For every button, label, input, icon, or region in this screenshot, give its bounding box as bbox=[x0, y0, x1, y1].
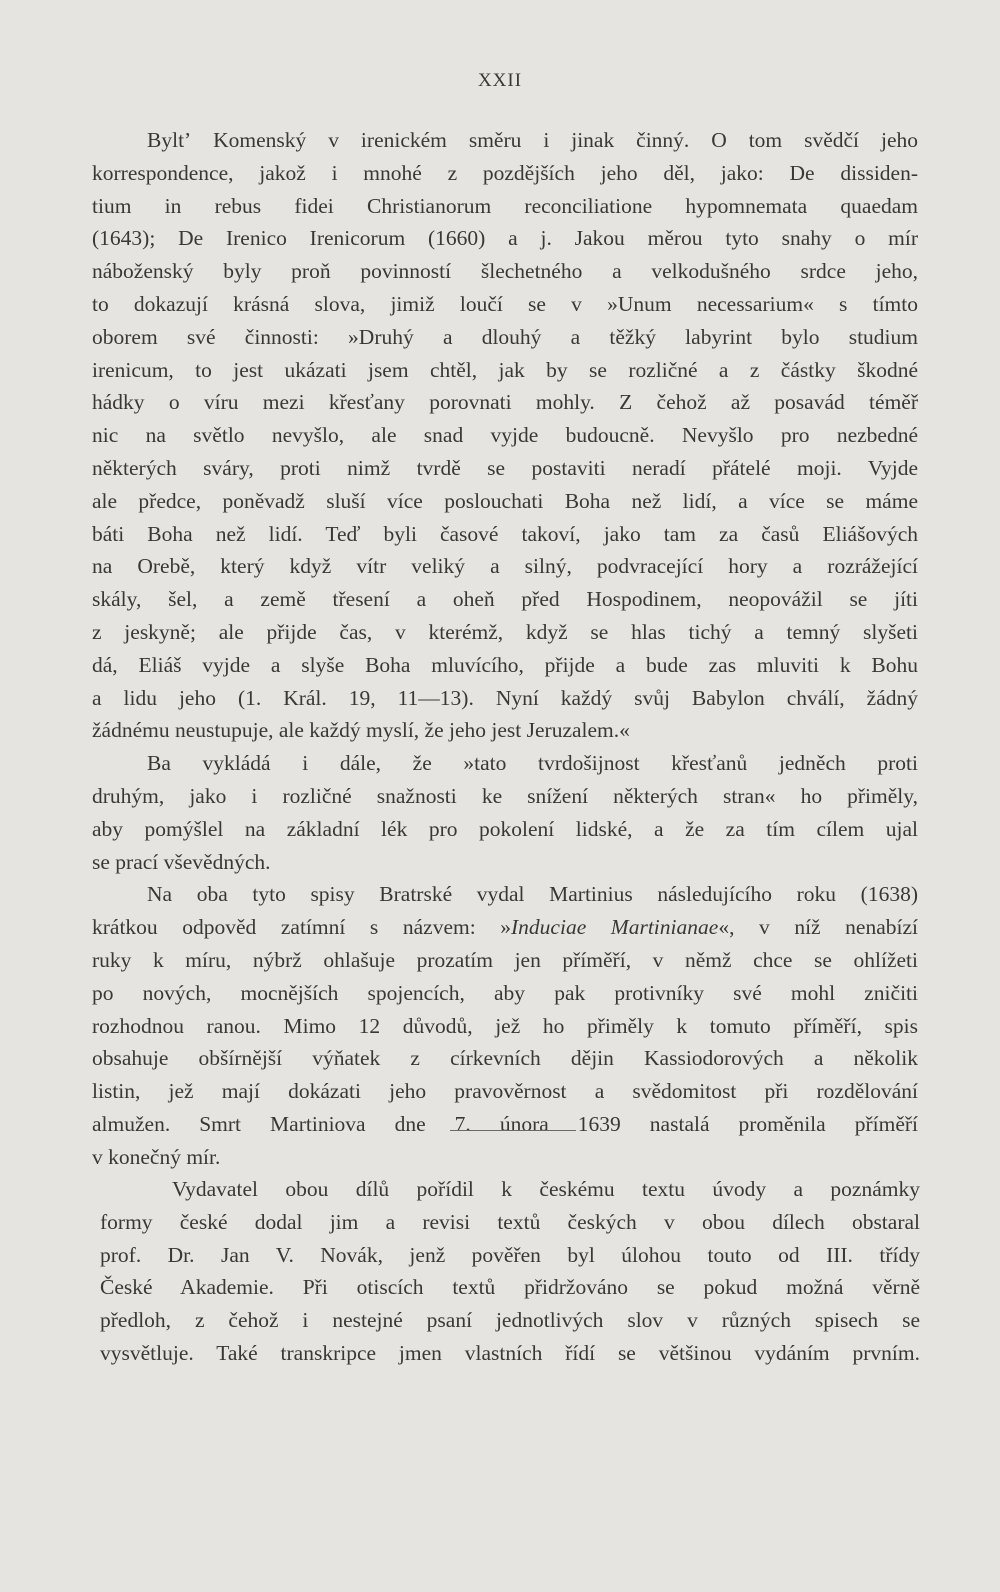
text-line: z jeskyně; ale přijde čas, v kterémž, když se hlas tichý a temný slyšeti bbox=[92, 619, 918, 644]
text-line: to dokazují krásná slova, jimiž loučí se v »Unum necessarium« s tímto bbox=[92, 291, 918, 316]
text-line: žádnému neustupuje, ale každý myslí, že jeho jest Jeruzalem.« bbox=[92, 718, 630, 743]
text-line bbox=[92, 911, 918, 944]
text-line: ale předce, poněvadž sluší více poslouchati Boha než lidí, a více se máme bbox=[92, 488, 918, 513]
text-line: se prací vševědných. bbox=[92, 849, 271, 874]
text-line: po nových, mocnějších spojencích, aby pak protivníky své mohl zničiti bbox=[92, 980, 918, 1005]
text-line: báti Boha než lidí. Teď byli časové takoví, jako tam za časů Eliášových bbox=[92, 521, 918, 546]
text-line: skály, šel, a země třesení a oheň před Hospodinem, neopovážil se jíti bbox=[92, 587, 918, 612]
book-title: Induciae Martinianae bbox=[511, 915, 719, 940]
text-line: (1643); De Irenico Irenicorum (1660) a j. Jakou měrou tyto snahy o mír bbox=[92, 226, 918, 251]
text-line: dá, Eliáš vyjde a slyše Boha mluvícího, přijde a bude zas mluviti k Bohu bbox=[92, 652, 918, 677]
text-line: Byltʼ Komenský v irenickém směru i jinak činný. O tom svědčí jeho bbox=[147, 128, 918, 152]
text-line: obsahuje obšírnější výňatek z církevních dějin Kassiodorových a několik bbox=[92, 1046, 918, 1071]
text-line: druhým, jako i rozličné snažnosti ke snížení některých stran« ho přiměly, bbox=[92, 783, 918, 808]
text-line: irenicum, to jest ukázati jsem chtěl, jak by se rozličné a z částky škodné bbox=[92, 357, 918, 382]
text-line: prof. Dr. Jan V. Novák, jenž pověřen byl úlohou touto od III. třídy bbox=[100, 1242, 920, 1267]
text-line: formy české dodal jim a revisi textů českých v obou dílech obstaral bbox=[100, 1209, 920, 1234]
text-run: «, v níž nenabízí bbox=[718, 915, 918, 940]
main-text bbox=[92, 124, 918, 1174]
text-line: aby pomýšlel na základní lék pro pokolení lidské, a že za tím cílem ujal bbox=[92, 816, 918, 841]
text-line: oborem své činnosti: »Druhý a dlouhý a těžký labyrint bylo studium bbox=[92, 324, 918, 349]
text-line: náboženský byly proň povinností šlechetného a velkodušného srdce jeho, bbox=[92, 259, 918, 284]
text-line: a lidu jeho (1. Král. 19, 11—13). Nyní každý svůj Babylon chválí, žádný bbox=[92, 685, 918, 710]
text-line: České Akademie. Při otiscích textů přidržováno se pokud možná věrně bbox=[100, 1275, 920, 1300]
page-number: XXII bbox=[477, 70, 523, 91]
text-line: nic na světlo nevyšlo, ale snad vyjde budoucně. Nevyšlo pro nezbedné bbox=[92, 423, 918, 448]
paragraph-irenic bbox=[92, 124, 918, 747]
text-line: rozhodnou ranou. Mimo 12 důvodů, jež ho přiměly k tomuto příměří, spis bbox=[92, 1013, 918, 1038]
paragraph-obstinacy bbox=[92, 747, 918, 878]
editor-note bbox=[100, 1173, 920, 1370]
text-line: almužen. Smrt Martiniova dne 7. února 1639 nastalá proměnila příměří bbox=[92, 1111, 918, 1136]
text-run: krátkou odpověd zatímní s názvem: » bbox=[92, 915, 512, 940]
text-line: předloh, z čehož i nestejné psaní jednotlivých slov v různých spisech se bbox=[100, 1308, 920, 1333]
text-line: Vydavatel obou dílů pořídil k českému textu úvody a poznámky bbox=[172, 1177, 920, 1201]
text-line: na Orebě, který když vítr veliký a silný, podvracející hory a rozrážející bbox=[92, 554, 918, 579]
text-line: korrespondence, jakož i mnohé z pozdějších jeho děl, jako: De dissiden- bbox=[92, 160, 918, 185]
text-line: vysvětluje. Také transkripce jmen vlastních řídí se většinou vydáním prvním. bbox=[100, 1340, 920, 1365]
text-line: ruky k míru, nýbrž ohlašuje prozatím jen příměří, v němž chce se ohlížeti bbox=[92, 947, 918, 972]
text-line: v konečný mír. bbox=[92, 1144, 221, 1169]
text-line: tium in rebus fidei Christianorum reconciliatione hypomnemata quaedam bbox=[92, 193, 918, 218]
section-divider bbox=[450, 1130, 576, 1131]
text-line: Ba vykládá i dále, že »tato tvrdošijnost křesťanů jedněch proti bbox=[147, 751, 918, 776]
text-line: některých sváry, proti nimž tvrdě se postaviti neradí přátelé moji. Vyjde bbox=[92, 455, 918, 480]
text-line: listin, jež mají dokázati jeho pravověrnost a svědomitost při rozdělování bbox=[92, 1079, 918, 1104]
text-line: hádky o víru mezi křesťany porovnati mohly. Z čehož až posavád téměř bbox=[92, 390, 918, 415]
text-line: Na oba tyto spisy Bratrské vydal Martinius následujícího roku (1638) bbox=[147, 882, 918, 907]
